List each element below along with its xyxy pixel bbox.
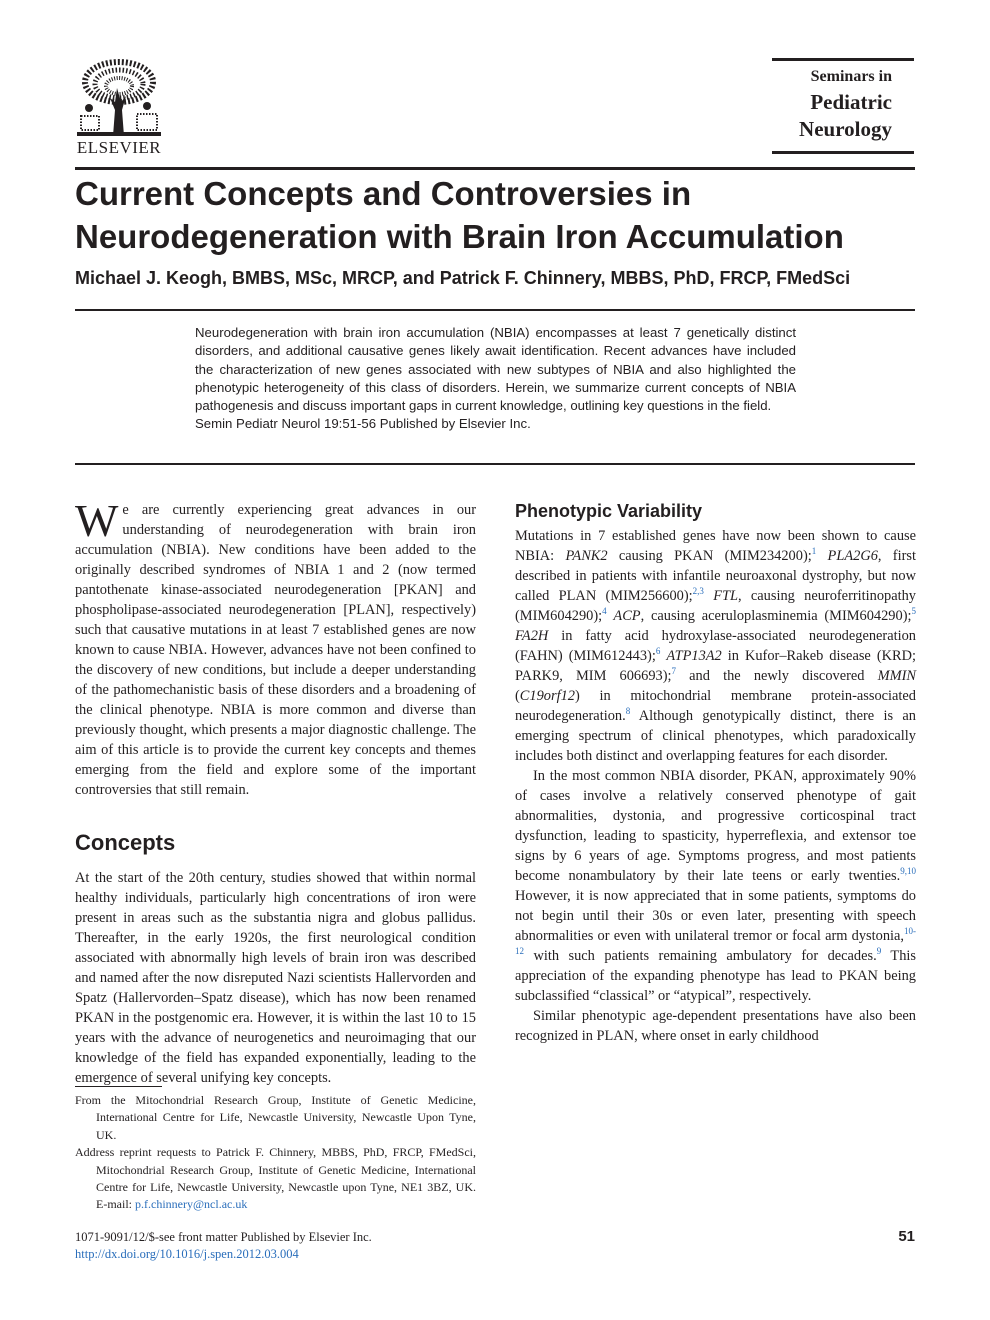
text-run: However, it is now appreciated that in some patients, symptoms do not begin until their 30s or even later, presenting with speech abnormalities or even with unilateral tremor or focal arm dystonia, (515, 888, 916, 944)
reference-link[interactable]: 7 (671, 666, 677, 677)
article-title-line2: Neurodegeneration with Brain Iron Accumulation (75, 218, 844, 255)
reference-link[interactable]: 6 (655, 646, 661, 657)
reference-link[interactable]: 10-12 (515, 926, 916, 957)
gene-name: C19orf12 (519, 688, 575, 704)
text-run: In the most common NBIA disorder, PKAN, approximately 90% of cases involve a relatively conserved phenotype of gait abnormalities, dystonia, and progressive corticospinal tract dysfunction, leading to spasticity, hyperreflexia, and extensor toe signs by 6 years of age. Symptoms progress, and most patients become nonambulatory by their late teens or early twenties. (515, 768, 916, 884)
body-column-right (515, 500, 916, 1046)
text-run: ) in mitochondrial membrane protein-associated neurodegeneration. (515, 688, 916, 724)
body-column-left (75, 495, 476, 1088)
reference-link[interactable]: 8 (625, 706, 631, 717)
correspondence-note (75, 1144, 476, 1214)
text-run: Although genotypically distinct, there is an emerging spectrum of clinical phenotypes, which paradoxically includes both distinct and overlapping features for each disorder. (515, 708, 916, 764)
doi-link[interactable]: http://dx.doi.org/10.1016/j.spen.2012.03.004 (75, 1247, 299, 1261)
text-run: in fatty acid hydroxylase-associated neurodegeneration (FAHN) (MIM612443); (515, 628, 916, 664)
masthead-top-rule (772, 58, 914, 61)
issn-line: 1071-9091/12/$-see front matter Published by Elsevier Inc. (75, 1230, 372, 1244)
gene-name: FTL (713, 588, 738, 604)
abstract-citation: Semin Pediatr Neurol 19:51-56 Published by Elsevier Inc. (195, 416, 531, 432)
text-run: , causing neuroferritinopathy (MIM604290); (515, 588, 917, 624)
gene-name: PANK2 (565, 548, 608, 564)
text-run: and the newly discovered (676, 668, 878, 684)
phenotypic-paragraph-1 (515, 526, 916, 766)
phenotypic-paragraph-3: Similar phenotypic age-dependent presentations have also been recognized in PLAN, where onset in early childhood (515, 1008, 916, 1044)
concepts-paragraph: At the start of the 20th century, studies showed that within normal healthy individuals, particularly high concentrations of iron were present in areas such as the substantia nigra and globus pallidus. Thereafter, in the early 1920s, the first neurological condition associated with abnormally high levels of brain iron was described and named after the now disreputed Nazi scientists Hallervorden and Spatz (Hallervorden–Spatz disease), which has now been renamed PKAN in the postgenomic era. However, it is within the last 10 to 15 years with the advance of neurogenetics and neuroimaging that our knowledge of the field has expanded exponentially, leading to the emergence of several unifying key concepts. (75, 870, 476, 1086)
reference-link[interactable]: 2,3 (692, 586, 704, 597)
abstract-rule (75, 463, 915, 465)
footnotes (75, 1092, 476, 1214)
gene-name: ACP (613, 608, 641, 624)
reference-link[interactable]: 9,10 (900, 866, 916, 877)
article-title (75, 172, 915, 258)
text-run: with such patients remaining ambulatory for decades. (524, 948, 877, 964)
masthead-bottom-rule (772, 151, 914, 154)
section-heading-phenotypic-variability: Phenotypic Variability (515, 501, 703, 521)
elsevier-logo (75, 58, 163, 158)
article-title-line1: Current Concepts and Controversies in (75, 175, 692, 212)
affiliation-note: From the Mitochondrial Research Group, Institute of Genetic Medicine, International Centre for Life, Newcastle University, Newcastle Upon Tyne, UK. (75, 1093, 476, 1142)
publisher-name: ELSEVIER (76, 138, 162, 157)
text-run: ( (515, 688, 520, 704)
journal-name-line2: Pediatric (810, 90, 892, 114)
elsevier-tree-icon (77, 58, 161, 136)
drop-cap: W (75, 495, 119, 546)
article-authors: Michael J. Keogh, BMBS, MSc, MRCP, and Patrick F. Chinnery, MBBS, PhD, FRCP, FMedSci (75, 268, 851, 288)
text-run: causing PKAN (MIM234200); (607, 548, 812, 564)
reference-link[interactable]: 9 (876, 946, 882, 957)
page-number: 51 (898, 1228, 915, 1245)
gene-name: FA2H (515, 628, 549, 644)
text-run: Mutations in 7 established genes have now been shown to cause NBIA: (515, 528, 916, 564)
phenotypic-paragraph-2 (515, 766, 916, 1006)
text-run: in Kufor–Rakeb disease (KRD; PARK9, MIM 606693); (515, 648, 916, 684)
footnote-rule (75, 1086, 162, 1087)
text-run: This appreciation of the expanding phenotype has lead to PKAN being subclassified “classical” or “atypical”, respectively. (515, 948, 916, 1004)
email-link[interactable]: p.f.chinnery@ncl.ac.uk (135, 1197, 248, 1212)
journal-name-line3: Neurology (799, 117, 892, 141)
section-heading-concepts: Concepts (75, 830, 176, 855)
text-run: , causing aceruloplasminemia (MIM604290); (640, 608, 912, 624)
gene-name: PLA2G6 (827, 548, 878, 564)
gene-name: ATP13A2 (666, 648, 722, 664)
abstract-text: Neurodegeneration with brain iron accumulation (NBIA) encompasses at least 7 genetically distinct disorders, and additional causative genes likely await identification. Recent advances have included the characterization of new genes associated with new subtypes of NBIA and also highlighted the phenotypic heterogeneity of this class of disorders. Herein, we summarize current concepts of NBIA pathogenesis and discuss important gaps in current knowledge, outlining key questions in the field. (195, 325, 796, 414)
reference-link[interactable]: 1 (811, 546, 817, 557)
journal-masthead (772, 58, 914, 154)
intro-text: e are currently experiencing great advances in our understanding of neurodegeneration with brain iron accumulation (NBIA). New conditions have been added to the originally described syndromes of NBIA 1 and 2 (now termed pantothenate kinase-associated neurodegeneration [PKAN] and phospholipase-associated neurodegeneration [PLAN], respectively) such that causative mutations in at least 7 established genes are now known to cause NBIA. However, advances have not been confined to the discovery of new conditions, but include a deeper understanding of the pathomechanistic basis of these disorders and a broadening of the clinical phenotype. NBIA is more common and diverse than previously thought, which presents a major diagnostic challenge. The aim of this article is to provide the current key concepts and themes emerging from the field and explore some of the important controversies that still remain. (75, 502, 476, 798)
header-rule (75, 167, 915, 170)
gene-name: MMIN (877, 668, 916, 684)
authors-rule (75, 309, 915, 311)
correspondence-address: Address reprint requests to Patrick F. Chinnery, MBBS, PhD, FRCP, FMedSci, Mitochondrial Research Group, Institute of Genetic Medicine, International Centre for Life, Newcastle University, Newcastle upon Tyne, NE1 3BZ, UK. E-mail: (75, 1145, 476, 1212)
text-run: , first described in patients with infantile neuroaxonal dystrophy, but now called PLAN (MIM256600); (515, 548, 916, 604)
abstract (195, 324, 796, 434)
reference-link[interactable]: 5 (911, 606, 916, 617)
intro-paragraph (75, 495, 476, 800)
reference-link[interactable]: 4 (602, 606, 607, 617)
journal-name-line1: Seminars in (810, 68, 892, 85)
